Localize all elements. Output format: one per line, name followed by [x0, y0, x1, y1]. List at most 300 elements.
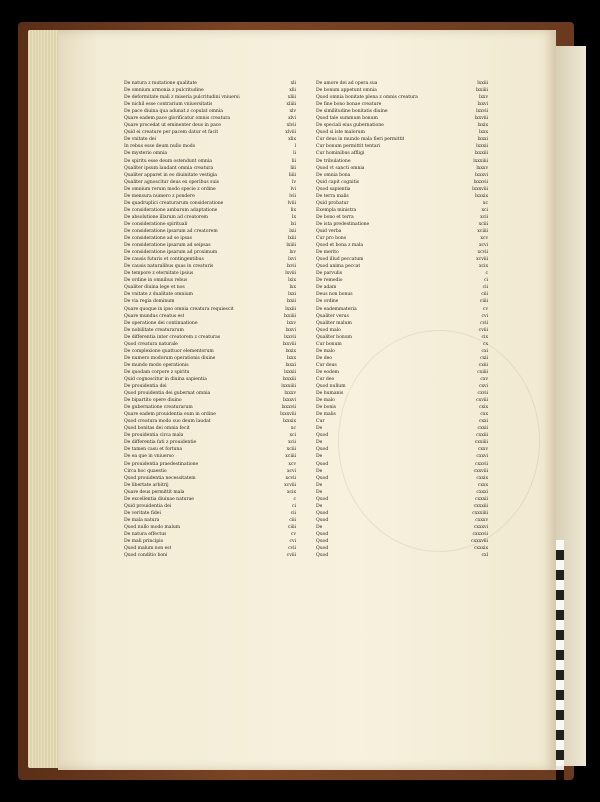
index-entry [124, 158, 296, 165]
entry-text: De veritate fidei [124, 510, 161, 516]
entry-folio: xlix [288, 137, 296, 143]
index-entry [316, 327, 488, 334]
entry-text: Quod [316, 461, 329, 467]
index-entry [124, 489, 296, 496]
entry-text: Quod si iste malorum [316, 130, 365, 136]
entry-folio: l [294, 144, 296, 150]
entry-folio: lvi [290, 186, 296, 192]
entry-folio: lii [291, 158, 296, 164]
entry-folio: cxxvi [476, 454, 488, 460]
entry-text: Quod omnia bonitate plena z omnis creatura [316, 95, 418, 101]
index-entry [316, 122, 488, 129]
index-entry [124, 327, 296, 334]
index-entry [316, 552, 488, 559]
entry-text: De [316, 454, 323, 460]
entry-folio: cxx [480, 412, 488, 418]
entry-text: De merito [316, 250, 339, 256]
index-entry [124, 425, 296, 432]
entry-text: Quare eadem prouidentia eum in ordine [124, 412, 216, 418]
entry-text: Quare quoque in ipso omnia creatura requiescit [124, 306, 234, 312]
entry-folio: lxxvi [477, 102, 488, 108]
index-entry [316, 235, 488, 242]
index-entry [124, 439, 296, 446]
entry-folio: xcviii [476, 257, 488, 263]
entry-folio: ciiii [479, 299, 488, 305]
entry-text: Qualiter bonum [316, 334, 352, 340]
entry-text: Quod [316, 546, 329, 552]
index-entry [316, 425, 488, 432]
entry-folio: xcv [480, 236, 488, 242]
entry-folio: cxxxvii [472, 532, 488, 537]
index-entry [316, 461, 488, 468]
index-entry [316, 129, 488, 136]
entry-folio: li [293, 151, 296, 157]
entry-text: Cur pro bono [316, 236, 347, 242]
entry-folio: lxxiiii [475, 88, 488, 94]
entry-text: Qualiter malum [316, 320, 352, 326]
entry-text: De nichil esse contrarium vniuersitatis [124, 102, 213, 108]
entry-text: De [316, 426, 323, 432]
index-entry [124, 207, 296, 214]
index-entry [316, 369, 488, 376]
index-entry [124, 482, 296, 489]
entry-text: Quod [316, 532, 329, 537]
entry-folio: xlii [289, 88, 296, 94]
index-entry [316, 517, 488, 524]
entry-text: De differentia fati z prouidentie [124, 440, 197, 446]
entry-text: De mensura numero z pondere [124, 193, 195, 199]
index-entry [124, 446, 296, 453]
entry-text: De nobilitate creaturarum [124, 327, 184, 333]
entry-folio: lxxxi [477, 137, 488, 143]
entry-text: De consideratione ipsarum ad proximum [124, 250, 218, 256]
entry-text: Quid prouidentia dei [124, 503, 172, 509]
index-entry [316, 221, 488, 228]
index-entry [316, 510, 488, 517]
entry-text: De malo [316, 348, 335, 354]
index-entry [124, 411, 296, 418]
entry-text: De complexione quattuor elementorum [124, 348, 214, 354]
index-column-left [124, 80, 296, 559]
entry-folio: cxvi [478, 384, 488, 390]
index-entry [124, 390, 296, 397]
entry-folio: lxxxvi [282, 398, 296, 404]
index-entry [124, 468, 296, 475]
index-entry [316, 496, 488, 503]
entry-text: De tamen casu et fortuna [124, 447, 183, 453]
entry-folio: lxv [289, 250, 296, 256]
index-entry [124, 306, 296, 313]
entry-folio: cv [482, 306, 488, 312]
entry-folio: cii [482, 285, 488, 291]
entry-text: De natura effectus [124, 532, 167, 537]
index-entry [124, 108, 296, 115]
index-entry [124, 355, 296, 362]
entry-folio: lxxxv [476, 165, 488, 171]
entry-folio: cxxxviii [471, 539, 488, 545]
entry-folio: lxxvi [285, 327, 296, 333]
index-entry [124, 524, 296, 531]
index-entry [316, 383, 488, 390]
entry-text: Quare procedat ut eminenter deus in pace [124, 123, 221, 129]
entry-folio: lxxxii [284, 369, 296, 375]
entry-folio: lxxviii [282, 341, 296, 347]
entry-text: Quod tale summum bonum [316, 116, 378, 122]
entry-folio: lxxxv [284, 391, 296, 397]
entry-text: Quod [316, 517, 329, 523]
entry-folio: cxviii [476, 398, 488, 404]
entry-text: De libertate arbitrij [124, 482, 169, 488]
index-entry [316, 186, 488, 193]
entry-folio: cxvii [477, 391, 488, 397]
entry-folio: cxxxvi [473, 524, 488, 530]
index-entry [124, 122, 296, 129]
entry-text: De fine bono bonae creature [316, 102, 382, 108]
index-entry [316, 179, 488, 186]
index-entry [124, 249, 296, 256]
entry-text: Qualiter ipsum laudant omnia creatura [124, 165, 214, 171]
entry-text: De tempore z eternitate ipsius [124, 271, 194, 277]
entry-folio: lxxxvii [473, 179, 488, 185]
index-entry [316, 397, 488, 404]
index-entry [316, 291, 488, 298]
entry-folio: cxxxv [475, 517, 488, 523]
index-entry [316, 348, 488, 355]
index-entry [124, 143, 296, 150]
entry-text: Quod sapientia [316, 186, 351, 192]
index-entry [124, 101, 296, 108]
index-entry [316, 531, 488, 538]
index-entry [316, 136, 488, 143]
index-entry [124, 136, 296, 143]
index-entry [124, 545, 296, 552]
entry-text: De ordine [316, 299, 339, 305]
entry-text: Quod malo [316, 327, 341, 333]
index-entry [124, 432, 296, 439]
entry-text: De adam [316, 285, 337, 291]
entry-text: Deus non bonus [316, 292, 353, 298]
index-entry [316, 200, 488, 207]
entry-folio: lxx [289, 285, 296, 291]
entry-text: Qualiter agnoscitur deus ex operibus suis [124, 179, 219, 185]
index-entry [316, 263, 488, 270]
index-entry [124, 291, 296, 298]
index-entry [316, 404, 488, 411]
index-entry [316, 341, 488, 348]
entry-folio: cii [290, 510, 296, 516]
index-entry [124, 397, 296, 404]
entry-text: De pace diuina qua adunat z copulat omnia [124, 109, 223, 115]
entry-folio: lv [292, 179, 296, 185]
index-entry [124, 404, 296, 411]
index-entry [316, 334, 488, 341]
entry-text: De prouidentia circa mala [124, 433, 184, 439]
entry-folio: xcvii [477, 250, 488, 256]
entry-folio: xcvi [286, 468, 296, 474]
entry-folio: lxxi [288, 292, 296, 298]
entry-folio: xcix [478, 264, 488, 270]
entry-folio: lxi [290, 221, 296, 227]
scale-ruler [556, 540, 564, 780]
entry-folio: lxxxvii [281, 405, 296, 411]
entry-folio: cxxx [477, 482, 488, 488]
index-entry [124, 150, 296, 157]
entry-folio: cxxxiiii [472, 510, 488, 516]
index-entry [124, 228, 296, 235]
index-entry [124, 531, 296, 538]
entry-text: Quod prouidentia dei gubernat omnia [124, 391, 211, 397]
entry-text: Cur bonum [316, 341, 342, 347]
index-entry [316, 298, 488, 305]
entry-folio: xlvi [288, 116, 296, 122]
entry-folio: lxxxix [474, 193, 488, 199]
entry-text: Quod [316, 433, 329, 439]
entry-text: De natura z mutatione qualitate [124, 81, 197, 86]
index-entry [124, 200, 296, 207]
index-entry [124, 263, 296, 270]
index-entry [124, 362, 296, 369]
entry-folio: cxxxii [475, 496, 488, 502]
index-entry [124, 165, 296, 172]
entry-text: De gubernatione creaturarum [124, 405, 193, 411]
entry-text: De [316, 503, 323, 509]
entry-folio: lxxxiiii [473, 158, 488, 164]
index-entry [124, 129, 296, 136]
index-entry [316, 503, 488, 510]
entry-text: De speciali eius gubernatione [316, 123, 384, 129]
entry-folio: cxxviii [473, 468, 488, 474]
entry-text: De bonis [316, 405, 336, 411]
index-entry [124, 517, 296, 524]
index-entry [316, 214, 488, 221]
index-entry [124, 503, 296, 510]
index-entry [124, 87, 296, 94]
entry-folio: c [485, 271, 488, 277]
index-entry [124, 179, 296, 186]
entry-folio: lxxiii [285, 306, 296, 312]
index-entry [124, 242, 296, 249]
entry-folio: lxxxiii [474, 151, 488, 157]
entry-text: De prouidentia dei [124, 384, 167, 390]
index-entry [124, 284, 296, 291]
entry-folio: lxiii [287, 236, 296, 242]
index-entry [316, 108, 488, 115]
entry-folio: xciii [478, 221, 488, 227]
entry-folio: cxxiiii [474, 440, 488, 446]
entry-folio: cix [481, 334, 488, 340]
entry-text: Quod [316, 447, 329, 453]
index-entry [124, 313, 296, 320]
entry-folio: xc [290, 426, 296, 432]
entry-text: De remedio [316, 278, 343, 284]
entry-text: Quod nullum [316, 384, 346, 390]
entry-text: Quod [316, 496, 329, 502]
entry-folio: lxxxviii [280, 412, 296, 418]
entry-folio: xliii [287, 95, 296, 101]
index-entry [316, 489, 488, 496]
entry-text: Quod [316, 510, 329, 516]
index-entry [124, 334, 296, 341]
entry-folio: ciiii [287, 524, 296, 530]
entry-folio: xcviii [284, 482, 296, 488]
entry-text: De causis futuris et contingentibus [124, 257, 204, 263]
entry-folio: xcvi [478, 243, 488, 249]
entry-text: Quid cognoscitur in diuina sapientia [124, 376, 207, 382]
index-entry [316, 94, 488, 101]
entry-folio: lxxxviii [472, 186, 488, 192]
entry-folio: cxxvii [475, 461, 488, 467]
entry-folio: xlviii [285, 130, 296, 136]
entry-text: De numero modorum operationis diuine [124, 355, 216, 361]
entry-text: Cur bonum permittit tentari [316, 144, 381, 150]
index-entry [124, 369, 296, 376]
entry-text: De mundo modo operationis [124, 362, 189, 368]
entry-text: Quid ei creature per pacem datur et facit [124, 130, 219, 136]
index-column-right [316, 80, 488, 559]
index-entry [124, 453, 296, 460]
entry-folio: lxxv [286, 320, 296, 326]
index-entry [316, 453, 488, 460]
entry-text: De malo [316, 398, 335, 404]
index-entry [316, 418, 488, 425]
entry-folio: xcix [286, 489, 296, 495]
index-entry [124, 475, 296, 482]
entry-text: Quare deus permittit mala [124, 489, 185, 495]
entry-folio: cxxii [477, 426, 488, 432]
entry-text: De omnium rerum modo specie z ordine [124, 186, 216, 192]
index-entry [316, 115, 488, 122]
entry-folio: lxvi [288, 257, 296, 263]
entry-folio: cxxxix [473, 546, 488, 552]
entry-text: Cur [316, 419, 325, 425]
entry-text: De differentia inter creatorem z creaturas [124, 334, 221, 340]
index-entry [316, 270, 488, 277]
index-entry [124, 80, 296, 87]
entry-text: Quare eadem pace glorificatur omnis creatura [124, 116, 231, 122]
entry-text: Quod et bona z mala [316, 243, 364, 249]
entry-text: De malis [316, 412, 336, 418]
entry-text: De deformitate mali z miseria pulcritudini vniuersi [124, 95, 240, 101]
index-entry [316, 143, 488, 150]
index-entry [124, 172, 296, 179]
entry-folio: cvi [481, 313, 488, 319]
entry-folio: lxxviii [474, 116, 488, 122]
entry-text: Quod bonitas dei omnia fecit [124, 426, 190, 432]
entry-text: De eodem [316, 369, 339, 375]
entry-folio: lxix [288, 278, 296, 284]
entry-text: De vnitate dei [124, 137, 156, 143]
index-entry [124, 496, 296, 503]
entry-folio: lxxix [285, 348, 296, 354]
index-entry [316, 242, 488, 249]
entry-text: De bonum appetunt omnia [316, 88, 377, 94]
entry-text: De consideratione ipsarum ad seipsas [124, 243, 211, 249]
page-edges [28, 30, 60, 768]
entry-text: Circa hoc quaestio [124, 468, 167, 474]
index-entry [124, 298, 296, 305]
entry-text: De mali principio [124, 539, 164, 545]
entry-folio: lviii [287, 200, 296, 206]
entry-text: Cur deus [316, 362, 337, 368]
entry-folio: xciiii [285, 454, 296, 460]
entry-folio: xci [481, 207, 488, 213]
entry-text: De [316, 482, 323, 488]
entry-text: Cur deo [316, 376, 335, 382]
index-entry [316, 538, 488, 545]
entry-text: De operatione dei continuatione [124, 320, 198, 326]
entry-text: Quod prouidentia necessitatem [124, 475, 196, 481]
index-entry [316, 313, 488, 320]
entry-folio: cvii [480, 320, 488, 326]
entry-text: De bono et terra [316, 214, 354, 220]
entry-text: Quod [316, 475, 329, 481]
entry-text: De bipartito opere diuino [124, 398, 182, 404]
entry-folio: ci [292, 503, 296, 509]
index-entry [124, 235, 296, 242]
index-entry [316, 284, 488, 291]
entry-text: Exempla ministra [316, 207, 357, 213]
index-entry [316, 193, 488, 200]
entry-folio: ciii [481, 292, 488, 298]
entry-folio: lx [292, 214, 296, 220]
entry-text: De absolutione illarum ad creatorem [124, 214, 208, 220]
entry-text: Quod nullo modo malum [124, 524, 181, 530]
index-entry [316, 446, 488, 453]
entry-folio: cxxxi [476, 489, 488, 495]
entry-text: De mysterio omnia [124, 151, 168, 157]
index-entry [316, 468, 488, 475]
entry-text: De amore dei ad opera sua [316, 81, 378, 86]
index-entry [124, 186, 296, 193]
entry-folio: lvii [289, 193, 296, 199]
index-entry [316, 376, 488, 383]
entry-folio: xlvii [286, 123, 296, 129]
entry-folio: xli [290, 81, 296, 86]
index-entry [316, 362, 488, 369]
entry-folio: liiii [288, 172, 296, 178]
entry-text: Quod creatura naturale [124, 341, 178, 347]
index-entry [316, 277, 488, 284]
entry-text: De similitudine bonitatis diuine [316, 109, 388, 115]
entry-folio: lxxix [477, 123, 488, 129]
entry-text: De terra malis [316, 193, 349, 199]
entry-text: Quod illud peccatum [316, 257, 364, 263]
index-entry [124, 277, 296, 284]
entry-folio: xlv [289, 109, 296, 115]
index-entry [316, 439, 488, 446]
entry-folio: cxiii [478, 362, 488, 368]
index-entry [124, 221, 296, 228]
index-entry [316, 390, 488, 397]
entry-folio: liii [290, 165, 296, 171]
index-entry [124, 418, 296, 425]
entry-text: De omnium armonia z pulcritudine [124, 88, 204, 94]
entry-folio: cviii [286, 553, 296, 559]
entry-folio: cxiiii [477, 369, 488, 375]
entry-folio: cvii [288, 546, 296, 552]
entry-folio: xcvii [285, 475, 296, 481]
index-entry [124, 376, 296, 383]
entry-text: De mala natura [124, 517, 160, 523]
entry-folio: xciiii [477, 228, 488, 234]
entry-text: De consideratione ipsarum ad creatorem [124, 228, 218, 234]
entry-text: Quod [316, 553, 329, 559]
entry-folio: cxl [481, 553, 488, 559]
entry-folio: lxiiii [286, 243, 296, 249]
entry-text: De parvulis [316, 271, 343, 277]
entry-folio: lxvii [286, 264, 296, 270]
index-entry [124, 552, 296, 559]
